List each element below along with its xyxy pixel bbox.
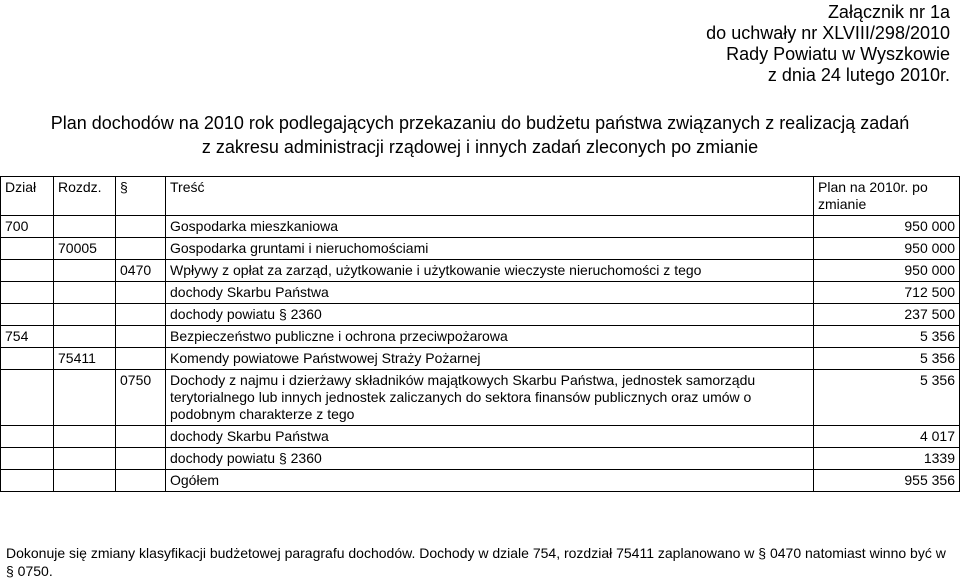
- table-row: [1, 326, 960, 348]
- cell-rozdz: [54, 282, 116, 304]
- header-line-4: z dnia 24 lutego 2010r.: [767, 65, 950, 85]
- header-paragraph: §: [116, 177, 166, 216]
- table-row: [1, 370, 960, 426]
- table-row: [1, 282, 960, 304]
- cell-plan: 950 000: [814, 216, 960, 238]
- cell-rozdz: [54, 448, 116, 470]
- cell-para: [116, 216, 166, 238]
- cell-plan: 4 017: [814, 426, 960, 448]
- header-rozdz: Rozdz.: [54, 177, 116, 216]
- cell-para: [116, 470, 166, 492]
- cell-tresc: dochody Skarbu Państwa: [166, 282, 814, 304]
- cell-dzial: [1, 304, 54, 326]
- header-plan: Plan na 2010r. po zmianie: [814, 177, 960, 216]
- cell-tresc: Gospodarka gruntami i nieruchomościami: [166, 238, 814, 260]
- cell-tresc: Gospodarka mieszkaniowa: [166, 216, 814, 238]
- cell-tresc: dochody powiatu § 2360: [166, 304, 814, 326]
- cell-plan: 1339: [814, 448, 960, 470]
- cell-dzial: [1, 348, 54, 370]
- table-row: [1, 216, 960, 238]
- cell-plan: 5 356: [814, 326, 960, 348]
- table-header-row: [1, 177, 960, 216]
- cell-rozdz: [54, 470, 116, 492]
- table-row: [1, 238, 960, 260]
- cell-dzial: [1, 426, 54, 448]
- table-row: [1, 470, 960, 492]
- footnote: Dokonuje się zmiany klasyfikacji budżetowej paragrafu dochodów. Dochody w dziale 754, rozdział 75411 zaplanowano w § 0470 natomiast winno być w § 0750.: [6, 545, 946, 579]
- cell-rozdz: [54, 370, 116, 426]
- cell-tresc: dochody Skarbu Państwa: [166, 426, 814, 448]
- cell-rozdz: [54, 304, 116, 326]
- cell-dzial: [1, 370, 54, 426]
- cell-plan: 237 500: [814, 304, 960, 326]
- header-tresc: Treść: [166, 177, 814, 216]
- header-line-2: do uchwały nr XLVIII/298/2010: [706, 23, 950, 43]
- table-row: [1, 260, 960, 282]
- cell-rozdz: [54, 260, 116, 282]
- cell-rozdz: 70005: [54, 238, 116, 260]
- cell-rozdz: [54, 326, 116, 348]
- cell-para: [116, 348, 166, 370]
- cell-plan: 712 500: [814, 282, 960, 304]
- cell-plan: 5 356: [814, 370, 960, 426]
- cell-dzial: [1, 448, 54, 470]
- cell-tresc: Komendy powiatowe Państwowej Straży Pożarnej: [166, 348, 814, 370]
- cell-dzial: 700: [1, 216, 54, 238]
- cell-para: 0470: [116, 260, 166, 282]
- cell-plan: 955 356: [814, 470, 960, 492]
- cell-para: [116, 304, 166, 326]
- table-row: [1, 448, 960, 470]
- attachment-header: [550, 2, 950, 86]
- cell-dzial: [1, 282, 54, 304]
- cell-plan: 950 000: [814, 260, 960, 282]
- cell-para: [116, 448, 166, 470]
- cell-tresc: Bezpieczeństwo publiczne i ochrona przeciwpożarowa: [166, 326, 814, 348]
- income-plan-table: [0, 176, 960, 492]
- cell-plan: 5 356: [814, 348, 960, 370]
- cell-tresc: Dochody z najmu i dzierżawy składników majątkowych Skarbu Państwa, jednostek samorządu terytorialnego lub innych jednostek zaliczanych do sektora finansów publicznych oraz umów o podobnym charakterze z tego: [166, 370, 814, 426]
- table-row: [1, 304, 960, 326]
- header-dzial: Dział: [1, 177, 54, 216]
- cell-para: [116, 282, 166, 304]
- header-line-1: Załącznik nr 1a: [827, 2, 950, 22]
- cell-rozdz: 75411: [54, 348, 116, 370]
- cell-dzial: [1, 238, 54, 260]
- cell-rozdz: [54, 426, 116, 448]
- title-line-2: z zakresu administracji rządowej i innych zadań zleconych po zmianie: [201, 137, 759, 157]
- cell-para: [116, 238, 166, 260]
- cell-para: [116, 326, 166, 348]
- document-title: [0, 111, 960, 159]
- cell-plan: 950 000: [814, 238, 960, 260]
- header-line-3: Rady Powiatu w Wyszkowie: [726, 44, 950, 64]
- title-line-1: Plan dochodów na 2010 rok podlegających przekazaniu do budżetu państwa związanych z realizacją zadań: [50, 113, 910, 133]
- cell-para: [116, 426, 166, 448]
- table-row: [1, 348, 960, 370]
- cell-dzial: [1, 260, 54, 282]
- cell-para: 0750: [116, 370, 166, 426]
- cell-tresc: dochody powiatu § 2360: [166, 448, 814, 470]
- table-row: [1, 426, 960, 448]
- cell-dzial: 754: [1, 326, 54, 348]
- cell-tresc: Wpływy z opłat za zarząd, użytkowanie i użytkowanie wieczyste nieruchomości z tego: [166, 260, 814, 282]
- cell-rozdz: [54, 216, 116, 238]
- cell-tresc: Ogółem: [166, 470, 814, 492]
- cell-dzial: [1, 470, 54, 492]
